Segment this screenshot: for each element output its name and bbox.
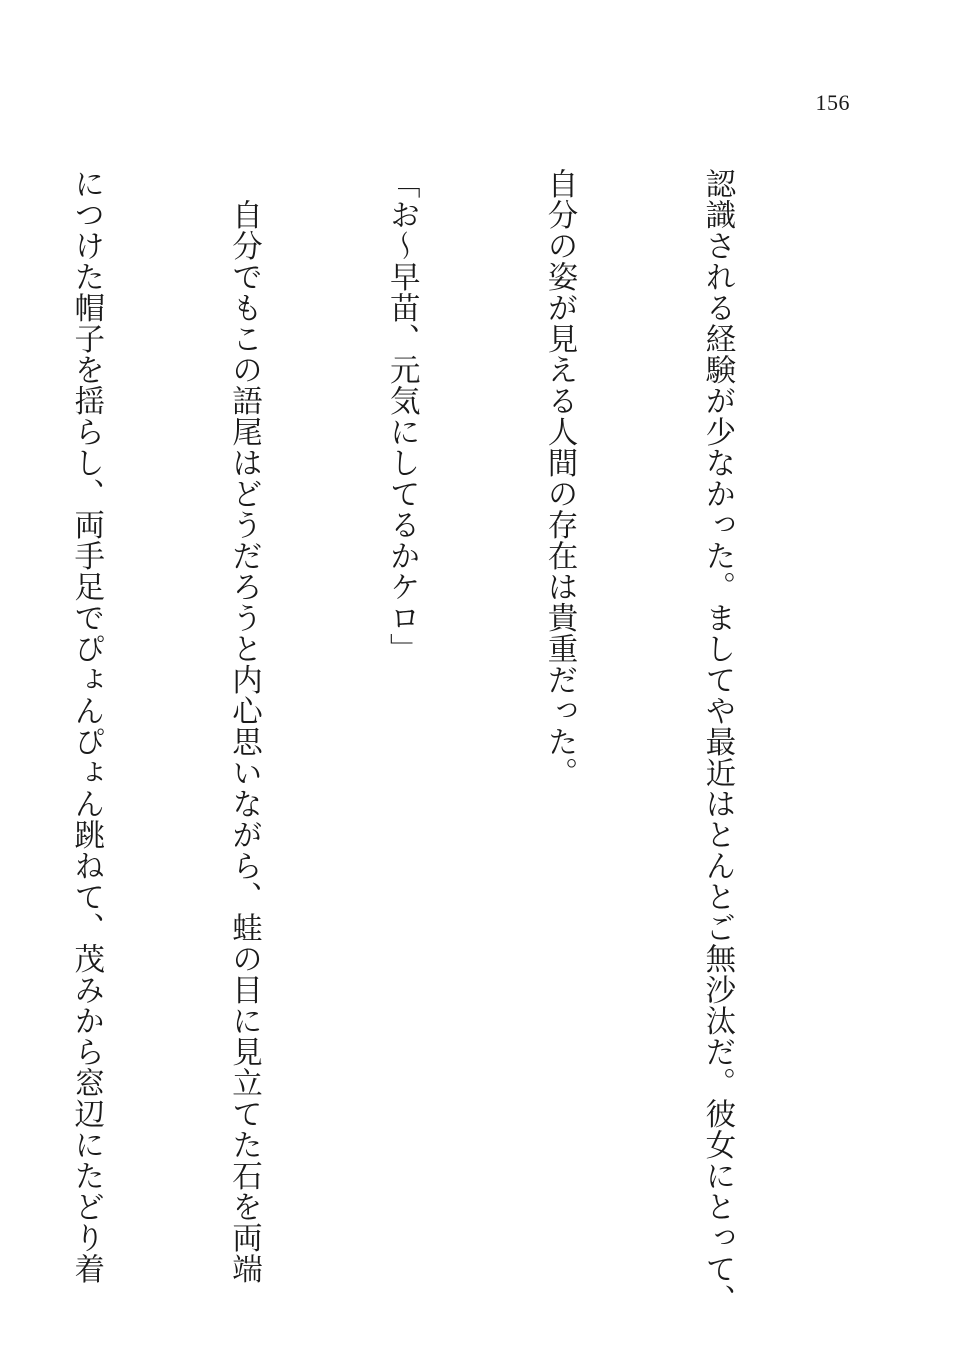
text-line: 「お〜早苗、元気にしてるかケロ」 bbox=[384, 168, 420, 664]
text-line: 認識される経験が少なかった。ましてや最近はとんとご無沙汰だ。彼女にとって、 bbox=[699, 168, 735, 1315]
vertical-text-body bbox=[0, 168, 848, 1315]
text-line: 自分でもこの語尾はどうだろうと内心思いながら、蛙の目に見立てた石を両端 bbox=[226, 168, 262, 1284]
text-line: につけた帽子を揺らし、両手足でぴょんぴょん跳ねて、茂みから窓辺にたどり着 bbox=[68, 168, 104, 1284]
text-line: 自分の姿が見える人間の存在は貴重だった。 bbox=[542, 168, 578, 788]
page-number: 156 bbox=[815, 90, 850, 115]
